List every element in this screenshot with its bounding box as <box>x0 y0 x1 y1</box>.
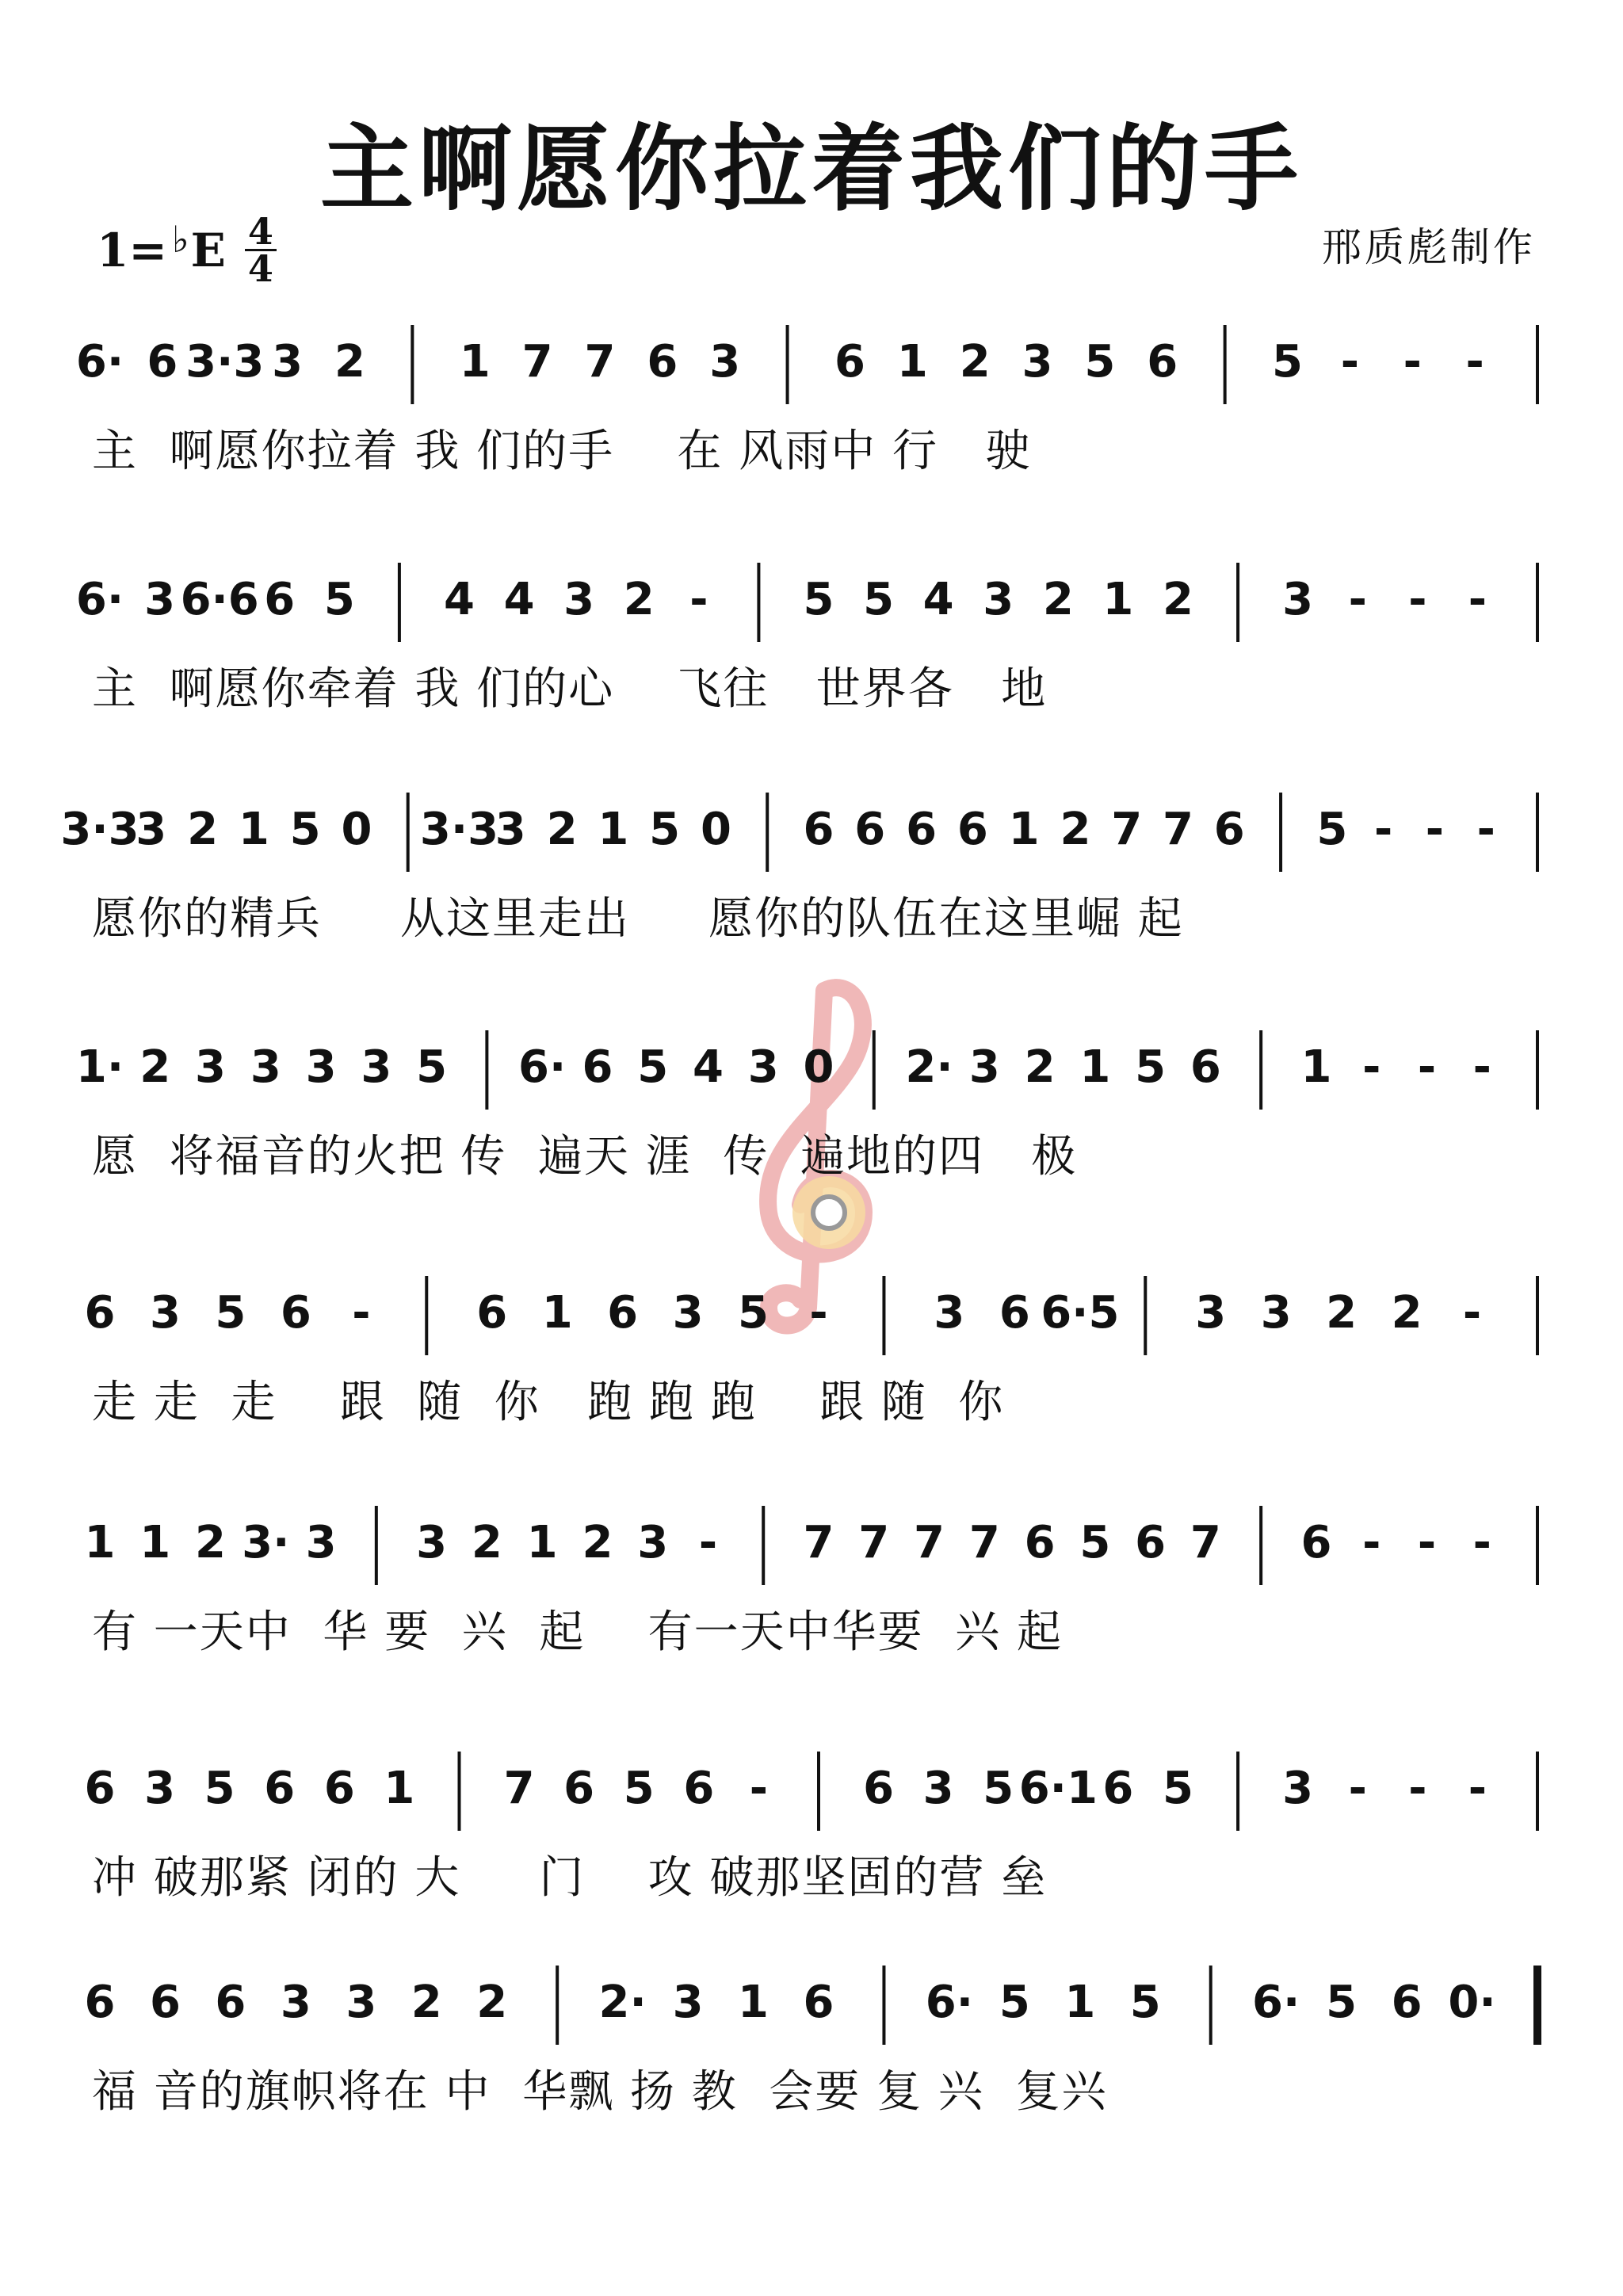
note-token: 3· <box>242 1517 290 1568</box>
note-token: - <box>749 1763 769 1814</box>
note-token: 1 <box>1300 1041 1332 1093</box>
note-token: 1 <box>139 1517 171 1568</box>
note-token: 5 <box>999 1977 1030 2028</box>
note-token: 0· <box>1448 1977 1496 2028</box>
note-token: 6 <box>323 1763 355 1814</box>
note-token: 3 <box>922 1763 954 1814</box>
note-token: - <box>1468 1763 1487 1814</box>
note-token: 6· <box>1252 1977 1300 2028</box>
note-token: 5 <box>637 1041 669 1093</box>
note-token: - <box>698 1517 718 1568</box>
note-token: 5 <box>1163 1763 1193 1814</box>
note-token: 2 <box>334 336 365 388</box>
note-token: 5 <box>1084 336 1116 388</box>
note-token: 6 <box>264 1763 296 1814</box>
notes-row <box>0 785 1623 880</box>
note-token: - <box>1403 336 1422 388</box>
note-token: 5 <box>1316 804 1348 855</box>
note-token: 5 <box>623 1763 655 1814</box>
notation-line <box>0 1498 1623 1688</box>
note-token: 5 <box>983 1763 1014 1814</box>
note-token: 0 <box>341 804 372 855</box>
note-token: 2 <box>1060 804 1091 855</box>
note-token: 6 <box>683 1763 715 1814</box>
note-token: 1 <box>1064 1977 1096 2028</box>
note-token: 3 <box>934 1287 965 1339</box>
note-token: - <box>1408 574 1427 625</box>
note-token: 5 <box>863 574 895 625</box>
notation-line <box>0 1958 1623 2148</box>
note-token: 3 <box>136 804 167 855</box>
note-token: 5 <box>1272 336 1304 388</box>
note-token: 1 <box>84 1517 116 1568</box>
note-token: 7 <box>968 1517 1000 1568</box>
note-token: 6· <box>925 1977 974 2028</box>
note-token: - <box>1472 1517 1491 1568</box>
note-token: 3 <box>144 574 176 625</box>
notes-row <box>0 317 1623 412</box>
note-token: 7 <box>803 1517 834 1568</box>
note-token: 6·1 <box>1018 1763 1098 1814</box>
note-token: 6 <box>834 336 865 388</box>
note-token: 3 <box>495 804 526 855</box>
note-token: 6·6 <box>180 574 259 625</box>
note-token: 7 <box>1190 1517 1221 1568</box>
note-token: 2 <box>546 804 578 855</box>
note-token: 6 <box>906 804 938 855</box>
note-token: 6 <box>1300 1517 1332 1568</box>
note-token: 3 <box>672 1287 704 1339</box>
note-token: 1 <box>541 1287 573 1339</box>
note-token: 3 <box>305 1041 337 1093</box>
note-token: 0 <box>700 804 731 855</box>
note-token: 1 <box>1079 1041 1111 1093</box>
note-token: - <box>1348 574 1367 625</box>
note-token: - <box>1425 804 1445 855</box>
note-token: - <box>1468 574 1487 625</box>
note-token: 7 <box>503 1763 535 1814</box>
note-token: 6 <box>1135 1517 1167 1568</box>
note-token: 6 <box>863 1763 895 1814</box>
note-token: 6 <box>803 1977 834 2028</box>
notes-row <box>0 1268 1623 1363</box>
note-token: 3 <box>968 1041 1000 1093</box>
note-token: 3 <box>149 1287 181 1339</box>
note-token: - <box>1362 1041 1381 1093</box>
note-token: 6 <box>215 1977 246 2028</box>
note-token: 2 <box>582 1517 613 1568</box>
note-token: 1 <box>459 336 491 388</box>
note-token: 5 <box>1079 1517 1111 1568</box>
note-token: 3 <box>250 1041 281 1093</box>
note-token: 6 <box>1024 1517 1056 1568</box>
note-token: 5 <box>215 1287 246 1339</box>
notation-line <box>0 317 1623 507</box>
note-token: 2 <box>139 1041 171 1093</box>
lyrics-row: 有 一天中 华 要 兴 起 有一天中华要 兴 起 <box>92 1606 1064 1658</box>
note-token: 3 <box>1260 1287 1292 1339</box>
note-token: 5 <box>323 574 355 625</box>
note-token: - <box>352 1287 371 1339</box>
note-token: 5 <box>1326 1977 1358 2028</box>
lyrics-row: 走 走 走 跟 随 你 跑 跑 跑 跟 随 你 <box>92 1377 1005 1428</box>
note-token: 3 <box>1195 1287 1227 1339</box>
note-token: - <box>1348 1763 1367 1814</box>
note-token: 6 <box>563 1763 595 1814</box>
note-token: 6 <box>1102 1763 1134 1814</box>
note-token: 6· <box>75 336 124 388</box>
note-token: 2 <box>1024 1041 1056 1093</box>
note-token: 3 <box>361 1041 392 1093</box>
note-token: 2 <box>195 1517 227 1568</box>
note-token: 6 <box>280 1287 311 1339</box>
note-token: 1 <box>1008 804 1040 855</box>
note-token: - <box>1340 336 1360 388</box>
note-token: - <box>809 1287 828 1339</box>
time-bottom: 4 <box>247 247 273 290</box>
note-token: 6 <box>1391 1977 1423 2028</box>
note-token: 1 <box>1102 574 1134 625</box>
note-token: 3 <box>416 1517 448 1568</box>
notation-line <box>0 1268 1623 1458</box>
note-token: 3 <box>305 1517 337 1568</box>
note-token: - <box>1417 1517 1437 1568</box>
note-token: 6 <box>84 1763 116 1814</box>
key-signature <box>97 210 277 290</box>
lyrics-row: 愿 将福音的火把 传 遍天 涯 传 遍地的四 极 <box>92 1131 1078 1182</box>
note-token: 2 <box>471 1517 502 1568</box>
note-token: 3 <box>144 1763 176 1814</box>
song-title: 主啊愿你拉着我们的手 <box>319 113 1303 223</box>
note-token: 5 <box>204 1763 235 1814</box>
time-signature <box>245 210 277 290</box>
note-token: 2 <box>1163 574 1193 625</box>
note-token: 2 <box>1326 1287 1358 1339</box>
note-token: 6 <box>607 1287 639 1339</box>
note-token: - <box>1417 1041 1437 1093</box>
lyrics-row: 愿你的精兵 从这里走出 愿你的队伍在这里崛 起 <box>92 893 1184 945</box>
note-token: 6 <box>647 336 678 388</box>
note-token: 6 <box>803 804 834 855</box>
note-token: - <box>689 574 708 625</box>
note-token: - <box>1476 804 1495 855</box>
note-token: 0 <box>803 1041 834 1093</box>
note-token: 4 <box>503 574 535 625</box>
flat-sign: ♭ <box>171 217 189 261</box>
note-token: 3 <box>1282 1763 1314 1814</box>
note-token: 2 <box>1391 1287 1423 1339</box>
note-token: 3 <box>709 336 741 388</box>
lyrics-row: 冲 破那紧 闭的 大 门 攻 破那坚固的营 垒 <box>92 1852 1048 1904</box>
time-top: 4 <box>247 210 273 253</box>
note-token: - <box>1472 1041 1491 1093</box>
note-token: 5 <box>1129 1977 1161 2028</box>
note-token: 5 <box>289 804 321 855</box>
notes-row <box>0 1744 1623 1839</box>
note-token: - <box>1374 804 1393 855</box>
note-token: 3 <box>272 336 304 388</box>
notation-line <box>0 785 1623 975</box>
lyrics-row: 主 啊愿你牵着 我 们的心 飞往 世界各 地 <box>92 663 1048 715</box>
note-token: - <box>1408 1763 1427 1814</box>
note-token: 6 <box>264 574 296 625</box>
note-token: 5 <box>1135 1041 1167 1093</box>
note-token: 5 <box>416 1041 448 1093</box>
note-token: 6·5 <box>1041 1287 1120 1339</box>
note-token: 4 <box>922 574 954 625</box>
key-prefix: 1= <box>97 223 167 277</box>
note-token: 3 <box>280 1977 311 2028</box>
key-letter: E <box>190 223 226 277</box>
note-token: 4 <box>692 1041 724 1093</box>
note-token: 6 <box>147 336 178 388</box>
note-token: 1· <box>75 1041 124 1093</box>
note-token: 6 <box>149 1977 181 2028</box>
note-token: 6 <box>84 1287 116 1339</box>
note-token: - <box>1465 336 1484 388</box>
note-token: 7 <box>858 1517 890 1568</box>
arranger-credit: 邢质彪制作 <box>1322 224 1536 270</box>
notes-row <box>0 555 1623 650</box>
note-token: 3 <box>563 574 595 625</box>
note-token: 7 <box>1163 804 1193 855</box>
notes-row <box>0 1498 1623 1593</box>
note-token: 6· <box>518 1041 567 1093</box>
notation-line <box>0 1022 1623 1213</box>
note-token: 3 <box>195 1041 227 1093</box>
note-token: 3 <box>983 574 1014 625</box>
note-token: 1 <box>238 804 269 855</box>
note-token: 6 <box>854 804 886 855</box>
notes-row <box>0 1958 1623 2053</box>
note-token: 7 <box>521 336 553 388</box>
note-token: 1 <box>738 1977 769 2028</box>
note-token: 5 <box>738 1287 769 1339</box>
note-token: 3·3 <box>419 804 499 855</box>
note-token: 3 <box>637 1517 669 1568</box>
note-token: 2 <box>623 574 655 625</box>
note-token: 4 <box>444 574 475 625</box>
lyrics-row: 主 啊愿你拉着 我 们的手 在 风雨中 行 驶 <box>92 426 1032 477</box>
note-token: 3 <box>1282 574 1314 625</box>
note-token: - <box>1362 1517 1381 1568</box>
note-token: 3·3 <box>60 804 139 855</box>
note-token: 1 <box>384 1763 415 1814</box>
note-token: 6 <box>582 1041 613 1093</box>
note-token: 3 <box>672 1977 704 2028</box>
note-token: 2· <box>598 1977 647 2028</box>
note-token: 6 <box>1147 336 1178 388</box>
note-token: 1 <box>896 336 928 388</box>
note-token: 2 <box>959 336 991 388</box>
note-token: 6 <box>1213 804 1245 855</box>
notation-line <box>0 1744 1623 1934</box>
note-token: 2 <box>411 1977 442 2028</box>
lyrics-row: 福 音的旗帜将在 中 华飘 扬 教 会要 复 兴 复兴 <box>92 2066 1108 2118</box>
note-token: 7 <box>584 336 616 388</box>
note-token: 2· <box>905 1041 953 1093</box>
note-token: 3 <box>346 1977 377 2028</box>
note-token: 3·3 <box>185 336 265 388</box>
note-token: 2 <box>1042 574 1074 625</box>
note-token: 6 <box>84 1977 116 2028</box>
note-token: - <box>1462 1287 1482 1339</box>
notes-row <box>0 1022 1623 1117</box>
note-token: 6 <box>999 1287 1030 1339</box>
note-token: 5 <box>803 574 834 625</box>
note-token: 6 <box>1190 1041 1221 1093</box>
note-token: 6· <box>75 574 124 625</box>
note-token: 2 <box>187 804 219 855</box>
note-token: 2 <box>476 1977 508 2028</box>
note-token: 1 <box>526 1517 558 1568</box>
note-token: 7 <box>914 1517 945 1568</box>
note-token: 3 <box>1022 336 1053 388</box>
note-token: 7 <box>1111 804 1143 855</box>
note-token: 6 <box>476 1287 508 1339</box>
note-token: 5 <box>649 804 681 855</box>
notation-line <box>0 555 1623 745</box>
note-token: 3 <box>747 1041 779 1093</box>
note-token: 6 <box>957 804 988 855</box>
note-token: 1 <box>598 804 629 855</box>
